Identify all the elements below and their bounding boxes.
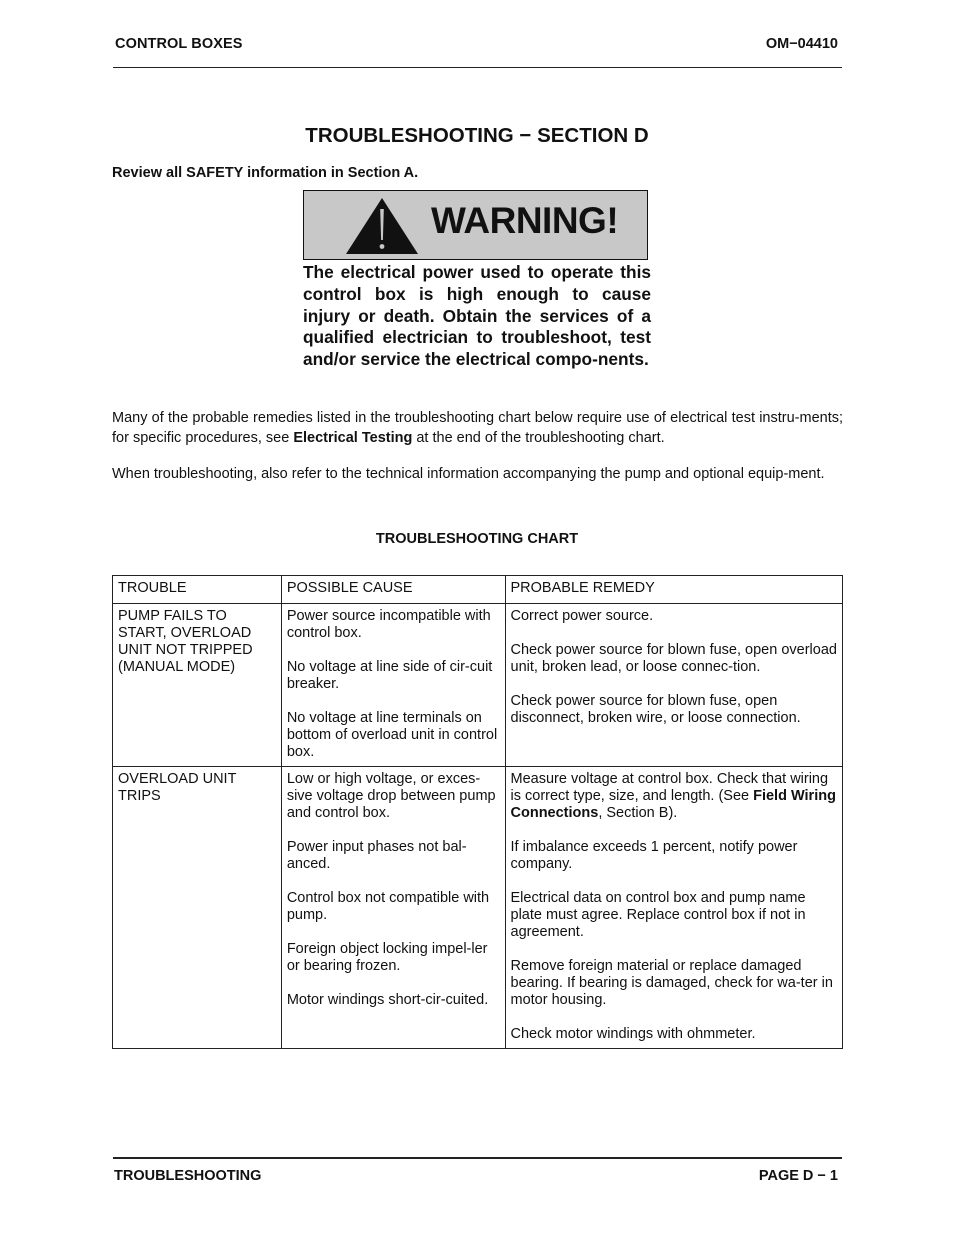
remedy-text: Electrical data on control box and pump name plate must agree. Replace control box if not in agreement. bbox=[510, 890, 806, 940]
chart-title: TROUBLESHOOTING CHART bbox=[375, 531, 579, 547]
header-possible-cause: POSSIBLE CAUSE bbox=[281, 576, 505, 604]
table-header-row bbox=[113, 576, 843, 604]
remedy-text: Check motor windings with ohmmeter. bbox=[510, 1026, 756, 1042]
possible-cause: No voltage at line terminals on bottom of overload unit in control box. bbox=[286, 710, 498, 760]
possible-cause: Foreign object locking impel-ler or bearing frozen. bbox=[286, 941, 488, 974]
possible-cause: Control box not compatible with pump. bbox=[286, 890, 490, 923]
header-title: CONTROL BOXES bbox=[115, 36, 243, 52]
probable-remedy-cell bbox=[505, 604, 842, 767]
field-wiring-reference: Field Wiring Connections bbox=[510, 788, 836, 821]
test-instruments-paragraph bbox=[112, 408, 843, 448]
remedy-text: If imbalance exceeds 1 percent, notify power company. bbox=[510, 839, 798, 872]
paragraph-text: Many of the probable remedies listed in the troubleshooting chart below require use of electrical test instru-ments; for specific procedures, see bbox=[112, 410, 843, 446]
header-probable-remedy: PROBABLE REMEDY bbox=[505, 576, 842, 604]
paragraph-text: at the end of the troubleshooting chart. bbox=[412, 430, 665, 446]
possible-cause: Motor windings short-cir-cuited. bbox=[286, 992, 489, 1008]
probable-remedy bbox=[511, 693, 837, 727]
remedy-text: Correct power source. bbox=[510, 608, 654, 624]
possible-cause: Low or high voltage, or exces-sive voltage drop between pump and control box. bbox=[286, 771, 496, 821]
warning-label: WARNING! bbox=[431, 200, 619, 241]
probable-remedy bbox=[511, 958, 837, 1009]
trouble-cell: OVERLOAD UNIT TRIPS bbox=[113, 767, 282, 1049]
possible-cause: No voltage at line side of cir-cuit breaker. bbox=[286, 659, 493, 692]
warning-triangle-icon bbox=[344, 196, 420, 256]
probable-remedy bbox=[511, 890, 837, 941]
electrical-testing-reference: Electrical Testing bbox=[293, 430, 413, 446]
probable-remedy bbox=[511, 1026, 837, 1043]
footer-section: TROUBLESHOOTING bbox=[114, 1168, 262, 1184]
document-number: OM−04410 bbox=[765, 36, 838, 52]
page-header bbox=[113, 35, 842, 68]
troubleshooting-table bbox=[112, 575, 843, 1049]
probable-remedy bbox=[511, 608, 837, 625]
table-row bbox=[113, 604, 843, 767]
remedy-text: Measure voltage at control box. Check that wiring is correct type, size, and length. (See bbox=[510, 771, 829, 804]
probable-remedy-cell bbox=[505, 767, 842, 1049]
safety-review-note: Review all SAFETY information in Section A. bbox=[112, 165, 419, 181]
possible-cause: Power input phases not bal-anced. bbox=[286, 839, 467, 872]
possible-cause: Power source incompatible with control box. bbox=[286, 608, 491, 641]
header-trouble: TROUBLE bbox=[113, 576, 282, 604]
remedy-text: , Section B). bbox=[598, 805, 678, 821]
probable-remedy bbox=[511, 642, 837, 676]
probable-remedy bbox=[511, 839, 837, 873]
technical-info-paragraph: When troubleshooting, also refer to the technical information accompanying the pump and optional equip-ment. bbox=[112, 466, 825, 482]
possible-cause-cell bbox=[281, 604, 505, 767]
warning-banner bbox=[303, 190, 648, 260]
remedy-text: Remove foreign material or replace damaged bearing. If bearing is damaged, check for wa-ter in motor housing. bbox=[510, 958, 833, 1008]
page-number: PAGE D − 1 bbox=[758, 1168, 838, 1184]
possible-cause-cell bbox=[281, 767, 505, 1049]
remedy-text: Check power source for blown fuse, open disconnect, broken wire, or loose connection. bbox=[510, 693, 801, 726]
table-row bbox=[113, 767, 843, 1049]
probable-remedy bbox=[511, 771, 837, 822]
remedy-text: Check power source for blown fuse, open overload unit, broken lead, or loose connec-tion. bbox=[510, 642, 837, 675]
trouble-cell: PUMP FAILS TO START, OVERLOAD UNIT NOT TRIPPED (MANUAL MODE) bbox=[113, 604, 282, 767]
page-footer bbox=[113, 1157, 842, 1187]
warning-text: The electrical power used to operate this control box is high enough to cause injury or death. Obtain the services of a qualified electrician to troubleshoot, test and/or service the electrical compo-nents. bbox=[303, 262, 651, 370]
section-title: TROUBLESHOOTING − SECTION D bbox=[305, 124, 649, 147]
